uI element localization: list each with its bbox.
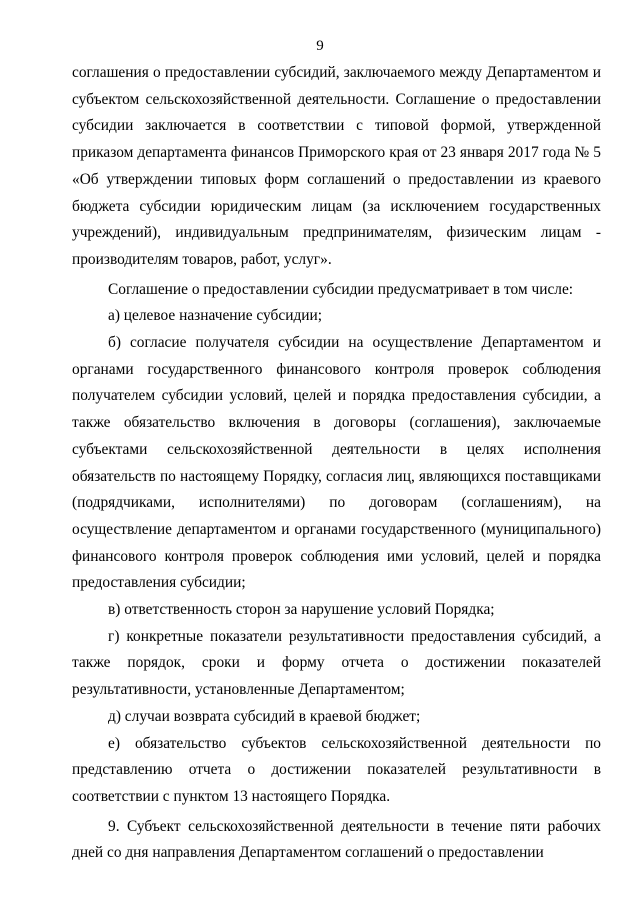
paragraph-3: а) целевое назначение субсидии; [108, 307, 323, 325]
page-number: 9 [316, 38, 324, 54]
paragraph-5: в) ответственность сторон за нарушение условий Порядка; [108, 601, 495, 619]
paragraph-1: соглашения о предоставлении субсидий, заключаемого между Департаментом и субъектом сельскохозяйственной деятельности. Соглашение о предоставлении субсидии заключается в соответствии с типовой формой, утвержденной приказом департамента финансов Приморского края от 23 января 2017 года № 5 «Об утверждении типовых форм соглашений о предоставлении из краевого бюджета субсидии юридическим лицам (за исключением государственных учреждений), индивидуальным предпринимателям, физическим лицам - производителям товаров, работ, услуг». [72, 64, 601, 268]
paragraph-9: 9. Субъект сельскохозяйственной деятельности в течение пяти рабочих дней со дня направления Департаментом соглашений о предоставлении [72, 817, 601, 862]
paragraph-7: д) случаи возврата субсидий в краевой бюджет; [108, 707, 421, 725]
paragraph-8: е) обязательство субъектов сельскохозяйственной деятельности по представлению отчета о достижении показателей результативности в соответствии с пунктом 13 настоящего Порядка. [72, 734, 601, 805]
document-body [72, 60, 601, 867]
paragraph-6: г) конкретные показатели результативности предоставления субсидий, а также порядок, сроки и форму отчета о достижении показателей результативности, установленные Департаментом; [72, 627, 601, 699]
paragraph-2: Соглашение о предоставлении субсидии предусматривает в том числе: [108, 280, 574, 298]
paragraph-4: б) согласие получателя субсидии на осуществление Департаментом и органами государственного финансового контроля проверок соблюдения получателем субсидии условий, целей и порядка предоставления субсидии, а также обязательство включения в договоры (соглашения), заключаемые субъектами сельскохозяйственной деятельности в целях исполнения обязательств по настоящему Порядку, согласия лиц, являющихся поставщиками (подрядчиками, исполнителями) по договорам (соглашениям), на осуществление департаментом и органами государственного (муниципального) финансового контроля проверок соблюдения ими условий, целей и порядка предоставления субсидии; [72, 334, 601, 592]
